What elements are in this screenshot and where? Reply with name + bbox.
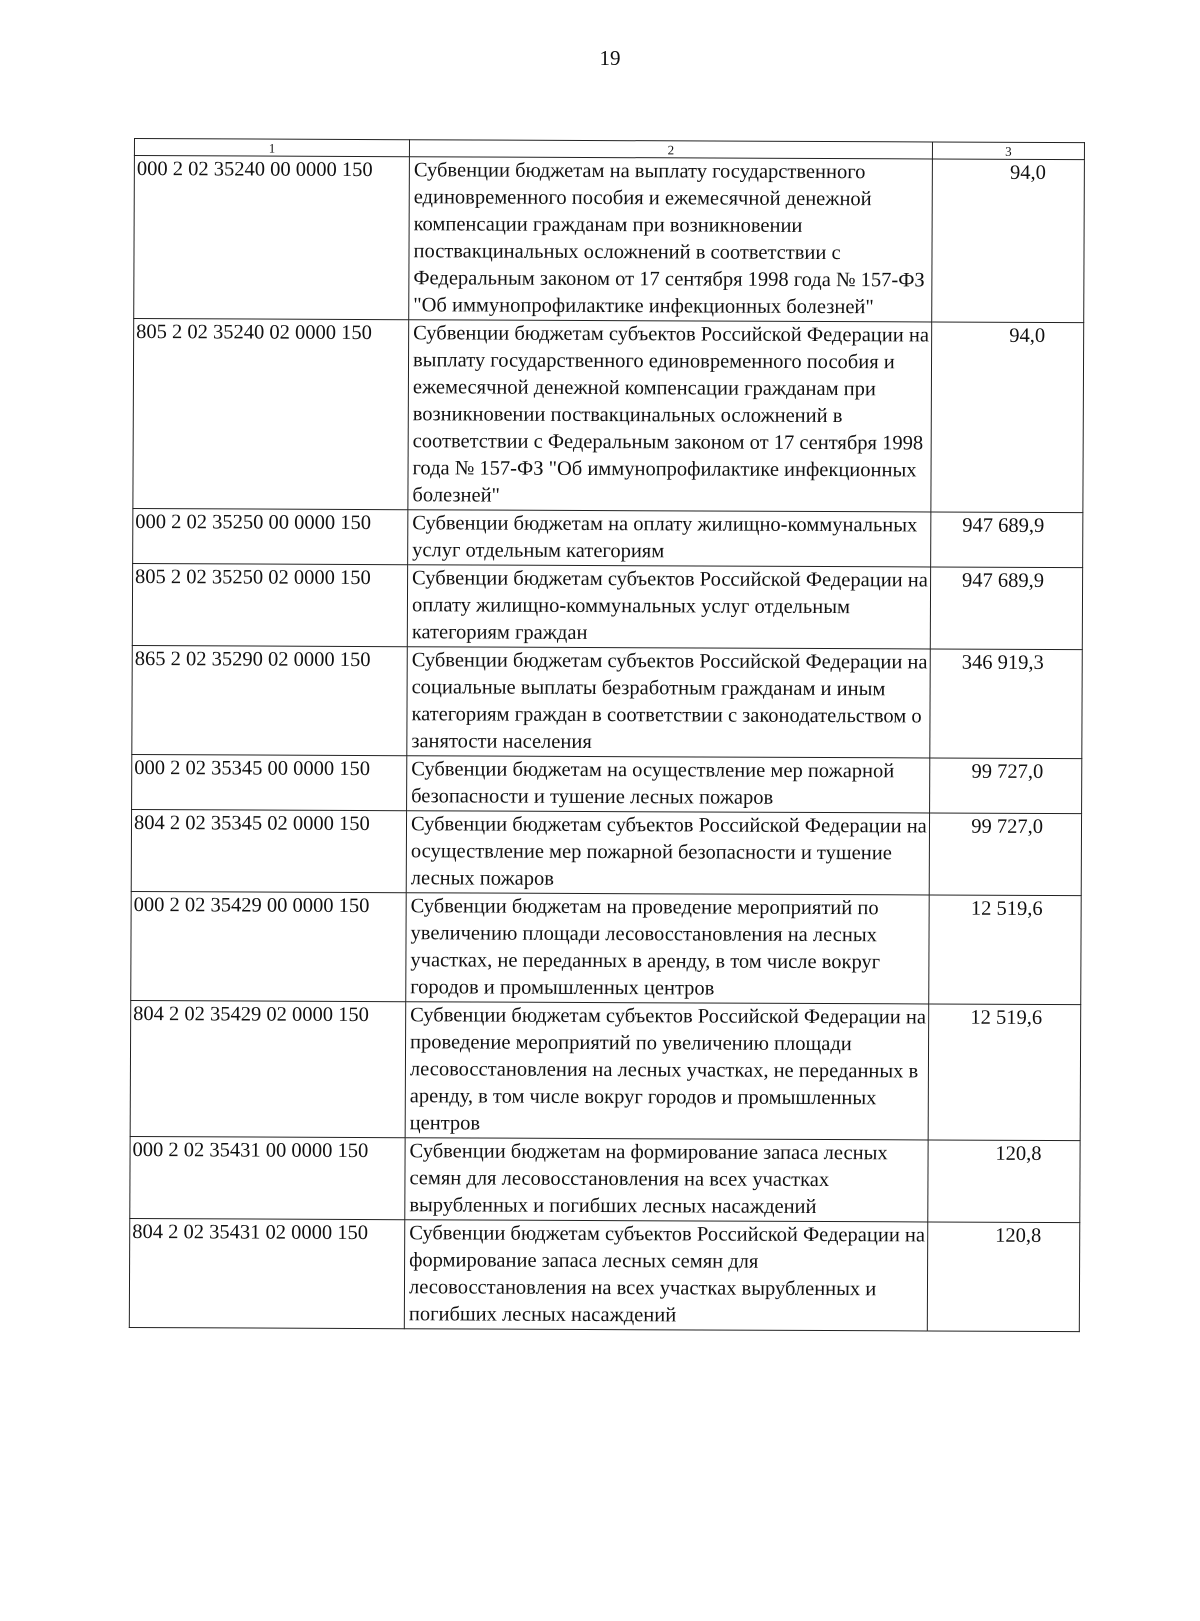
- row-amount: 120,8: [928, 1140, 1080, 1223]
- row-description: Субвенции бюджетам субъектов Российской Федерации на выплату государственного единовременного пособия и ежемесячной денежной компенсации гражданам при возникновении поствакцинальных осложнений в соответствии с Федеральным законом от 17 сентября 1998 года № 157-ФЗ "Об иммунопрофилактике инфекционных болезней": [408, 320, 932, 512]
- row-amount: 12 519,6: [929, 895, 1081, 1005]
- row-code: 805 2 02 35240 02 0000 150: [133, 319, 409, 510]
- table-row: [132, 754, 1082, 813]
- table-row: [130, 1136, 1080, 1222]
- row-code: 804 2 02 35431 02 0000 150: [129, 1218, 404, 1328]
- row-code: 000 2 02 35345 00 0000 150: [132, 754, 407, 810]
- table-row: [134, 156, 1085, 323]
- row-amount: 120,8: [927, 1222, 1079, 1332]
- row-amount: 947 689,9: [931, 512, 1083, 568]
- column-header-description: 2: [409, 140, 932, 159]
- row-code: 000 2 02 35240 00 0000 150: [134, 156, 410, 320]
- column-header-amount: 3: [932, 142, 1084, 160]
- row-amount: 346 919,3: [930, 649, 1082, 759]
- row-amount: 947 689,9: [930, 567, 1082, 650]
- row-code: 804 2 02 35345 02 0000 150: [131, 809, 406, 892]
- row-amount: 99 727,0: [930, 758, 1082, 814]
- table-row: [133, 508, 1083, 567]
- column-header-code: 1: [134, 139, 409, 157]
- row-code: 000 2 02 35429 00 0000 150: [131, 891, 406, 1001]
- table-row: [131, 809, 1081, 895]
- row-description: Субвенции бюджетам субъектов Российской Федерации на формирование запаса лесных семян для лесовосстановления на всех участках вырубленных и погибших лесных насаждений: [404, 1220, 927, 1331]
- table-row: [129, 1218, 1079, 1331]
- row-description: Субвенции бюджетам на осуществление мер пожарной безопасности и тушение лесных пожаров: [407, 756, 930, 813]
- row-description: Субвенции бюджетам на оплату жилищно-коммунальных услуг отдельным категориям: [408, 510, 931, 567]
- row-description: Субвенции бюджетам субъектов Российской Федерации на проведение мероприятий по увеличению площади лесовосстановления на лесных участках, не переданных в аренду, в том числе вокруг городов и промышленных центров: [405, 1002, 929, 1140]
- table-row: [131, 891, 1081, 1004]
- row-description: Субвенции бюджетам субъектов Российской Федерации на оплату жилищно-коммунальных услуг отдельным категориям граждан: [407, 565, 930, 649]
- table-row: [132, 563, 1082, 649]
- row-amount: 94,0: [931, 322, 1084, 513]
- row-description: Субвенции бюджетам субъектов Российской Федерации на социальные выплаты безработным гражданам и иным категориям граждан в соответствии с законодательством о занятости населения: [407, 647, 930, 758]
- row-amount: 12 519,6: [928, 1004, 1081, 1141]
- row-description: Субвенции бюджетам на проведение мероприятий по увеличению площади лесовосстановления на лесных участках, не переданных в аренду, в том числе вокруг городов и промышленных центров: [406, 893, 929, 1004]
- row-code: 000 2 02 35250 00 0000 150: [133, 508, 408, 564]
- table-row: [130, 1000, 1081, 1140]
- row-code: 804 2 02 35429 02 0000 150: [130, 1000, 406, 1137]
- table-row: [133, 319, 1084, 513]
- budget-table: [129, 138, 1085, 1332]
- row-code: 805 2 02 35250 02 0000 150: [132, 563, 407, 646]
- row-amount: 94,0: [932, 159, 1085, 323]
- row-amount: 99 727,0: [929, 813, 1081, 896]
- row-description: Субвенции бюджетам на формирование запаса лесных семян для лесовосстановления на всех участках вырубленных и погибших лесных насаждений: [405, 1138, 928, 1222]
- row-code: 000 2 02 35431 00 0000 150: [130, 1136, 405, 1219]
- row-description: Субвенции бюджетам субъектов Российской Федерации на осуществление мер пожарной безопасности и тушение лесных пожаров: [406, 811, 929, 895]
- row-code: 865 2 02 35290 02 0000 150: [132, 645, 407, 755]
- table-row: [132, 645, 1082, 758]
- page-number: 19: [599, 46, 621, 70]
- row-description: Субвенции бюджетам на выплату государственного единовременного пособия и ежемесячной денежной компенсации гражданам при возникновении поствакцинальных осложнений в соответствии с Федеральным законом от 17 сентября 1998 года № 157-ФЗ "Об иммунопрофилактике инфекционных болезней": [409, 157, 933, 322]
